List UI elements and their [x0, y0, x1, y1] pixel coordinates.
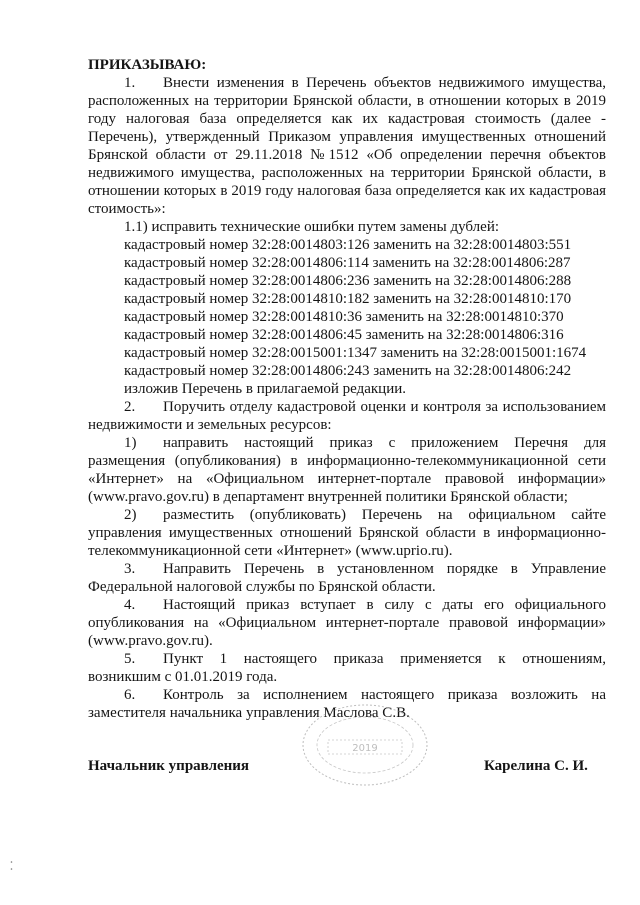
item-2-2-line: управления имущественных отношений Брянской области в информационно-: [88, 525, 606, 541]
item-5-number: 5.: [124, 651, 136, 667]
item-2-first-line: Поручить отделу кадастровой оценки и контроля за использованием: [163, 399, 606, 415]
item-6-first-line: Контроль за исполнением настоящего приказа возложить на: [163, 687, 606, 703]
item-1-line: Перечень), утвержденный Приказом управления имущественных отношений: [88, 129, 606, 145]
item-6-last-line: заместителя начальника управления Маслова С.В.: [88, 705, 410, 721]
item-2-1-line: «Интернет» на «Официальном интернет-портале правовой информации»: [88, 471, 606, 487]
item-2-number: 2.: [124, 399, 136, 415]
item-2-1-first-line: направить настоящий приказ с приложением Перечня для: [163, 435, 606, 451]
order-heading: ПРИКАЗЫВАЮ:: [88, 57, 207, 73]
item-1-line: недвижимого имущества, расположенных на территории Брянской области, в: [88, 165, 606, 181]
signatory-name: Карелина С. И.: [484, 758, 588, 774]
item-4-number: 4.: [124, 597, 136, 613]
replacement-line: кадастровый номер 32:28:0014806:236 заменить на 32:28:0014806:288: [124, 273, 572, 289]
item-4-line: опубликования на «Официальном интернет-портале правовой информации»: [88, 615, 606, 631]
item-4-first-line: Настоящий приказ вступает в силу с даты его официального: [163, 597, 606, 613]
replacement-line: кадастровый номер 32:28:0014803:126 заменить на 32:28:0014803:551: [124, 237, 572, 253]
replacement-line: кадастровый номер 32:28:0014810:36 заменить на 32:28:0014810:370: [124, 309, 564, 325]
replacement-line: кадастровый номер 32:28:0014806:45 заменить на 32:28:0014806:316: [124, 327, 564, 343]
stamp-seal: [290, 690, 440, 790]
item-2-1-number: 1): [124, 435, 137, 451]
item-1-line: Брянской области от 29.11.2018 №1512 «Об определении перечня объектов: [88, 147, 606, 163]
item-5-last-line: возникшим с 01.01.2019 года.: [88, 669, 278, 685]
replacement-line: кадастровый номер 32:28:0015001:1347 заменить на 32:28:0015001:1674: [124, 345, 587, 361]
item-1-line: году налоговая база определяется как их кадастровая стоимость (далее -: [88, 111, 606, 127]
stamp-date-text: 2019: [352, 743, 378, 754]
item-5-first-line: Пункт 1 настоящего приказа применяется к отношениям,: [163, 651, 606, 667]
item-2-2-last-line: телекоммуникационной сети «Интернет» (www.uprio.ru).: [88, 543, 453, 559]
item-2-1-line: (www.pravo.gov.ru) в департамент внутренней политики Брянской области;: [88, 489, 568, 505]
scan-mark: [10, 860, 13, 872]
item-3-last-line: Федеральной налоговой службы по Брянской области.: [88, 579, 436, 595]
item-6-number: 6.: [124, 687, 136, 703]
item-1-1-heading: 1.1) исправить технические ошибки путем замены дублей:: [124, 219, 500, 235]
item-1-line: расположенных на территории Брянской области, в отношении которых в 2019: [88, 93, 606, 109]
item-2-last-line: недвижимости и земельных ресурсов:: [88, 417, 332, 433]
item-2-2-first-line: разместить (опубликовать) Перечень на официальном сайте: [163, 507, 606, 523]
item-1-last-line: стоимость»:: [88, 201, 166, 217]
replacement-line: кадастровый номер 32:28:0014810:182 заменить на 32:28:0014810:170: [124, 291, 572, 307]
item-1-number: 1.: [124, 75, 136, 91]
item-4-last-line: (www.pravo.gov.ru).: [88, 633, 213, 649]
item-2-1-line: размещения (опубликования) в информационно-телекоммуникационной сети: [88, 453, 606, 469]
item-1-line: отношении которых в 2019 году налоговая база определяется как их кадастровая: [88, 183, 606, 199]
replacement-line: кадастровый номер 32:28:0014806:114 заменить на 32:28:0014806:287: [124, 255, 571, 271]
replacement-line: кадастровый номер 32:28:0014806:243 заменить на 32:28:0014806:242: [124, 363, 572, 379]
signatory-position: Начальник управления: [88, 758, 250, 774]
item-1-closing: изложив Перечень в прилагаемой редакции.: [124, 381, 407, 397]
item-2-2-number: 2): [124, 507, 137, 523]
item-1-first-line: Внести изменения в Перечень объектов недвижимого имущества,: [163, 75, 606, 91]
item-3-first-line: Направить Перечень в установленном порядке в Управление: [163, 561, 606, 577]
item-3-number: 3.: [124, 561, 136, 577]
